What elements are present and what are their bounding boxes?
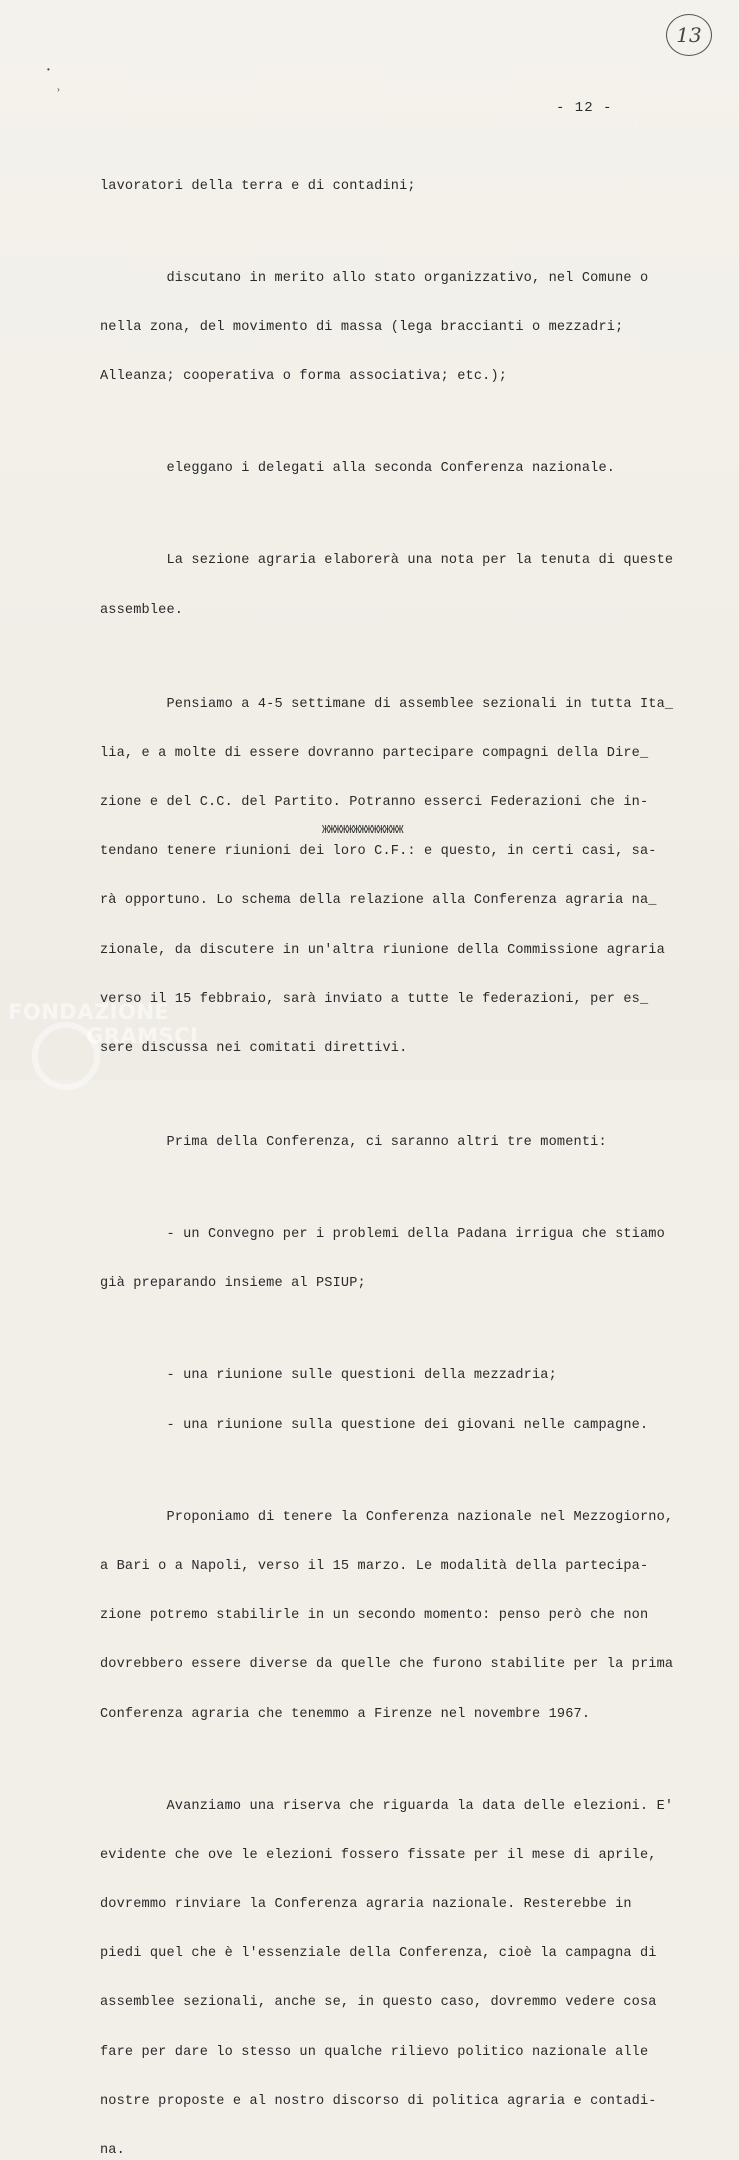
text-line: Pensiamo a 4-5 settimane di assemblee sezionali in tutta Ita_ <box>100 696 674 712</box>
text-line: assemblee sezionali, anche se, in questo caso, dovremmo vedere cosa <box>100 1995 657 2011</box>
text-line: nella zona, del movimento di massa (lega braccianti o mezzadri; <box>100 320 624 336</box>
text-line: na. <box>100 2143 125 2159</box>
text-line: piedi quel che è l'essenziale della Conferenza, cioè la campagna di <box>100 1946 657 1962</box>
text-line: verso il 15 febbraio, sarà inviato a tutte le federazioni, per es_ <box>100 991 649 1007</box>
text-line: Conferenza agraria che tenemmo a Firenze nel novembre 1967. <box>100 1706 591 1722</box>
text-line: La sezione agraria elaborerà una nota per la tenuta di queste <box>100 553 674 569</box>
text-line: rà opportuno. Lo schema della relazione alla Conferenza agraria na_ <box>100 893 657 909</box>
watermark <box>8 1000 198 1048</box>
text-line: Alleanza; cooperativa o forma associativa; etc.); <box>100 369 508 385</box>
text-line: lavoratori della terra e di contadini; <box>100 178 416 194</box>
text-line: zionale, da discutere in un'altra riunione della Commissione agraria <box>100 942 665 958</box>
text-line: assemblee. <box>100 602 184 618</box>
ornamental-divider: ЖЖЖЖЖЖЖЖЖЖЖЖЖ <box>322 823 403 837</box>
text-line: discutano in merito allo stato organizzativo, nel Comune o <box>100 270 649 286</box>
text-line: zione potremo stabilirle in un secondo momento: penso però che non <box>100 1608 649 1624</box>
text-line: fare per dare lo stesso un qualche rilievo politico nazionale alle <box>100 2044 649 2060</box>
document-body <box>100 146 712 2160</box>
text-line: - una riunione sulla questione dei giovani nelle campagne. <box>100 1417 649 1433</box>
text-line: già preparando insieme al PSIUP; <box>100 1276 366 1292</box>
text-line: a Bari o a Napoli, verso il 15 marzo. Le modalità della partecipa- <box>100 1558 649 1574</box>
text-line: evidente che ove le elezioni fossero fissate per il mese di aprile, <box>100 1847 657 1863</box>
margin-mark: › <box>56 86 61 95</box>
text-line: - un Convegno per i problemi della Padana irrigua che stiamo <box>100 1227 665 1243</box>
text-line: tendano tenere riunioni dei loro C.F.: e questo, in certi casi, sa- <box>100 844 657 860</box>
text-line: sere discussa nei comitati direttivi. <box>100 1041 408 1057</box>
text-line: lia, e a molte di essere dovranno partecipare compagni della Dire_ <box>100 745 649 761</box>
text-line: eleggano i delegati alla seconda Conferenza nazionale. <box>100 461 616 477</box>
text-line: dovremmo rinviare la Conferenza agraria nazionale. Resterebbe in <box>100 1897 632 1913</box>
text-line: Prima della Conferenza, ci saranno altri tre momenti: <box>100 1135 607 1151</box>
text-line: zione e del C.C. del Partito. Potranno esserci Federazioni che in- <box>100 795 649 811</box>
text-line: Proponiamo di tenere la Conferenza nazionale nel Mezzogiorno, <box>100 1509 674 1525</box>
watermark-line: FONDAZIONE <box>8 1000 170 1024</box>
stamp-number: 13 <box>676 23 702 47</box>
text-line: Avanziamo una riserva che riguarda la data delle elezioni. E' <box>100 1798 674 1814</box>
text-line: - una riunione sulle questioni della mezzadria; <box>100 1368 557 1384</box>
watermark-line: GRAMSCI <box>86 1024 199 1048</box>
archive-stamp <box>666 14 712 56</box>
page-number: - 12 - <box>556 100 613 116</box>
text-line: dovrebbero essere diverse da quelle che furono stabilite per la prima <box>100 1657 674 1673</box>
margin-mark: • <box>46 66 51 75</box>
text-line: nostre proposte e al nostro discorso di politica agraria e contadi- <box>100 2093 657 2109</box>
